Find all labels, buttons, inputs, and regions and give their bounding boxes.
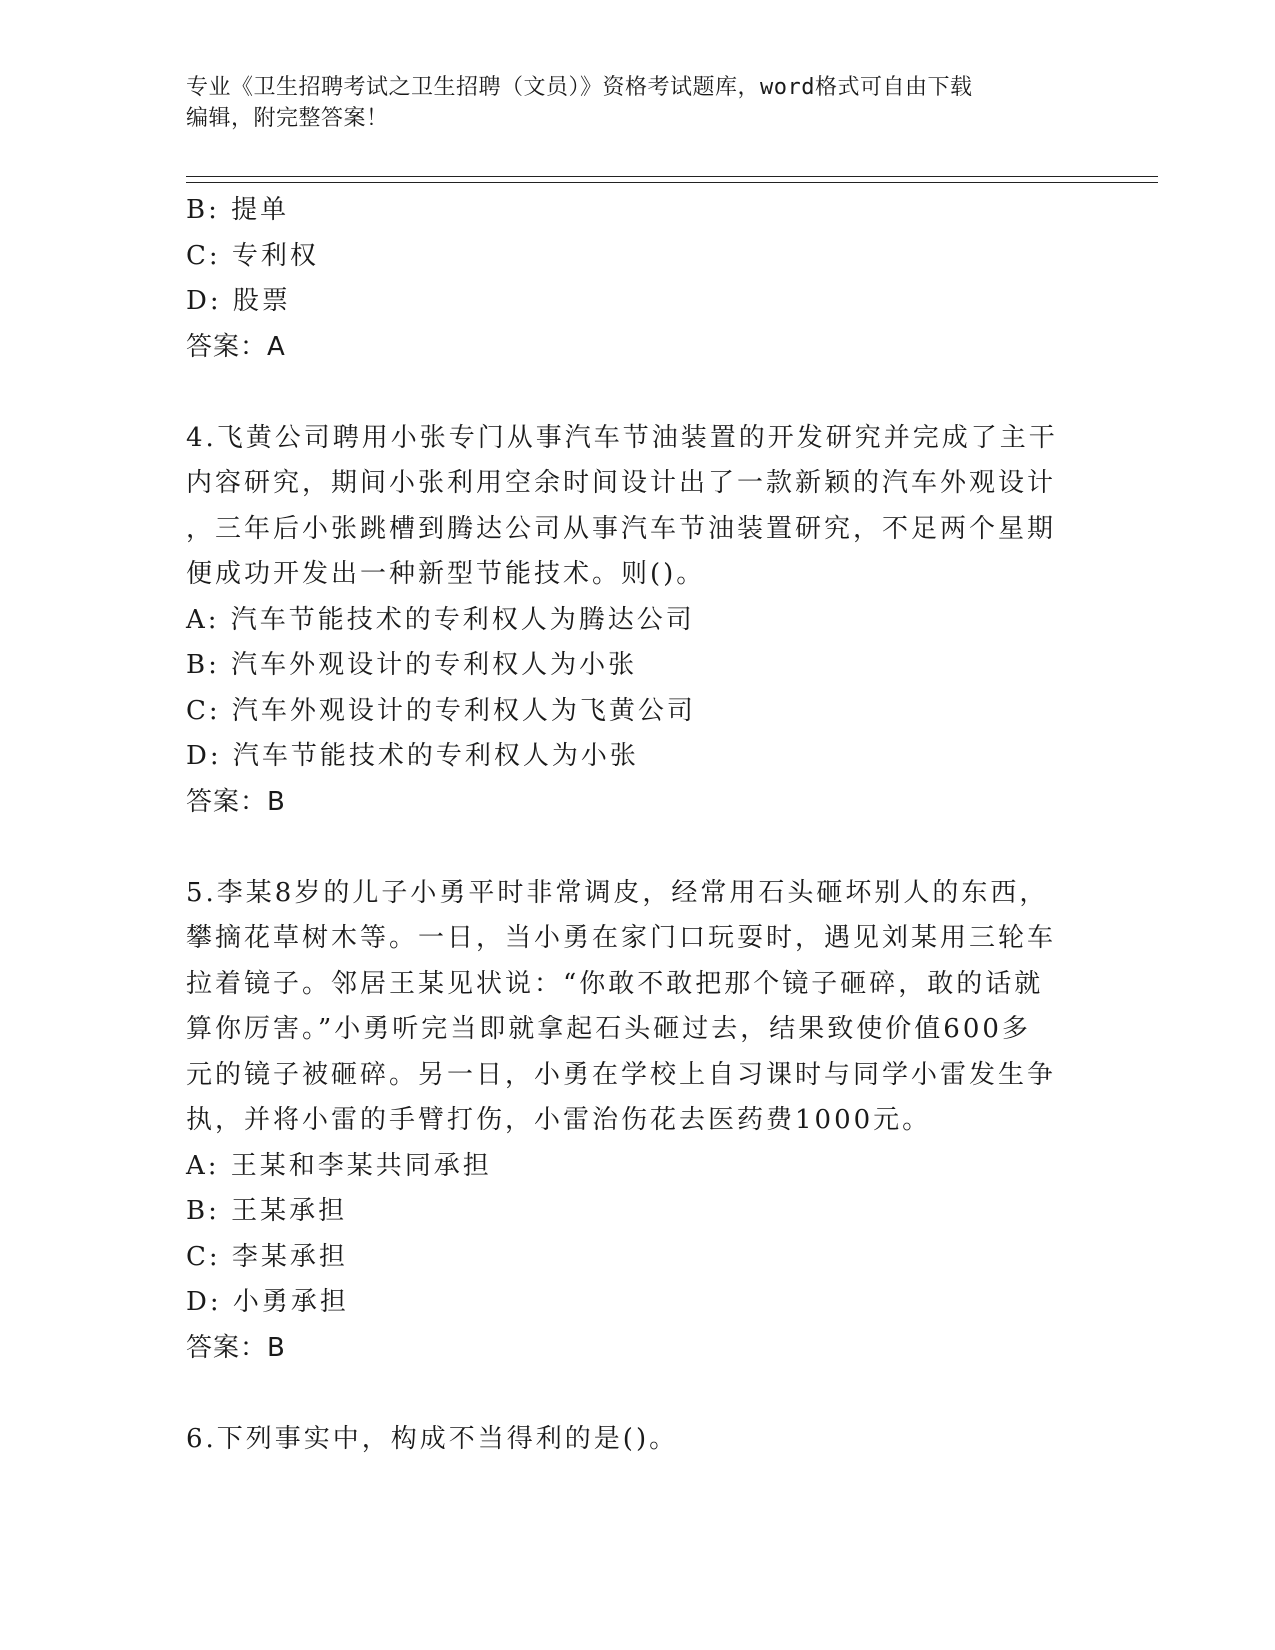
question-stem-line: 拉着镜子。邻居王某见状说：“你敢不敢把那个镜子砸碎，敢的话就 — [186, 968, 1044, 999]
answer-line: 答案：B — [186, 786, 286, 817]
header-line-2: 编辑，附完整答案！ — [186, 106, 389, 131]
option-d: D: 小勇承担 — [186, 1287, 349, 1317]
spacer — [186, 370, 1066, 416]
question-stem-line: 执，并将小雷的手臂打伤，小雷治伤花去医药费1000元。 — [186, 1105, 932, 1135]
option-d: D: 股票 — [186, 286, 291, 316]
option-a: A: 王某和李某共同承担 — [186, 1150, 492, 1181]
spacer — [186, 1371, 1066, 1417]
question-5-block — [186, 871, 1066, 1372]
question-stem-line: 元的镜子被砸碎。另一日，小勇在学校上自习课时与同学小雷发生争 — [186, 1059, 1057, 1090]
question-stem-line: 4.飞黄公司聘用小张专门从事汽车节油装置的开发研究并完成了主干 — [186, 422, 1058, 453]
answer-line: 答案：A — [186, 331, 286, 362]
question-stem-line: 算你厉害。”小勇听完当即就拿起石头砸过去，结果致使价值600多 — [186, 1014, 1031, 1044]
question-stem-line: 便成功开发出一种新型节能技术。则()。 — [186, 559, 706, 589]
header-divider-top — [186, 176, 1158, 177]
header-line-1: 专业《卫生招聘考试之卫生招聘（文员）》资格考试题库，word格式可自由下载 — [186, 75, 973, 100]
answer-line: 答案：B — [186, 1332, 286, 1363]
option-d: D: 汽车节能技术的专利权人为小张 — [186, 741, 639, 771]
question-content — [186, 188, 1066, 1462]
prev-question-block — [186, 188, 1066, 370]
option-a: A: 汽车节能技术的专利权人为腾达公司 — [186, 604, 695, 635]
question-stem-line: ，三年后小张跳槽到腾达公司从事汽车节油装置研究，不足两个星期 — [186, 513, 1057, 544]
document-header — [186, 72, 1066, 134]
spacer — [186, 825, 1066, 871]
header-divider-bottom — [186, 182, 1158, 183]
option-b: B: 王某承担 — [186, 1196, 348, 1226]
option-c: C: 李某承担 — [186, 1241, 348, 1272]
question-stem-line: 6.下列事实中，构成不当得利的是()。 — [186, 1423, 679, 1454]
option-c: C: 汽车外观设计的专利权人为飞黄公司 — [186, 695, 696, 726]
option-b: B: 汽车外观设计的专利权人为小张 — [186, 650, 638, 680]
option-c: C: 专利权 — [186, 240, 319, 271]
question-6-block — [186, 1417, 1066, 1463]
question-stem-line: 攀摘花草树木等。一日，当小勇在家门口玩耍时，遇见刘某用三轮车 — [186, 923, 1057, 953]
option-b: B: 提单 — [186, 195, 290, 225]
question-4-block — [186, 416, 1066, 826]
question-stem-line: 5.李某8岁的儿子小勇平时非常调皮，经常用石头砸坏别人的东西， — [186, 877, 1049, 908]
question-stem-line: 内容研究，期间小张利用空余时间设计出了一款新颖的汽车外观设计 — [186, 468, 1057, 498]
